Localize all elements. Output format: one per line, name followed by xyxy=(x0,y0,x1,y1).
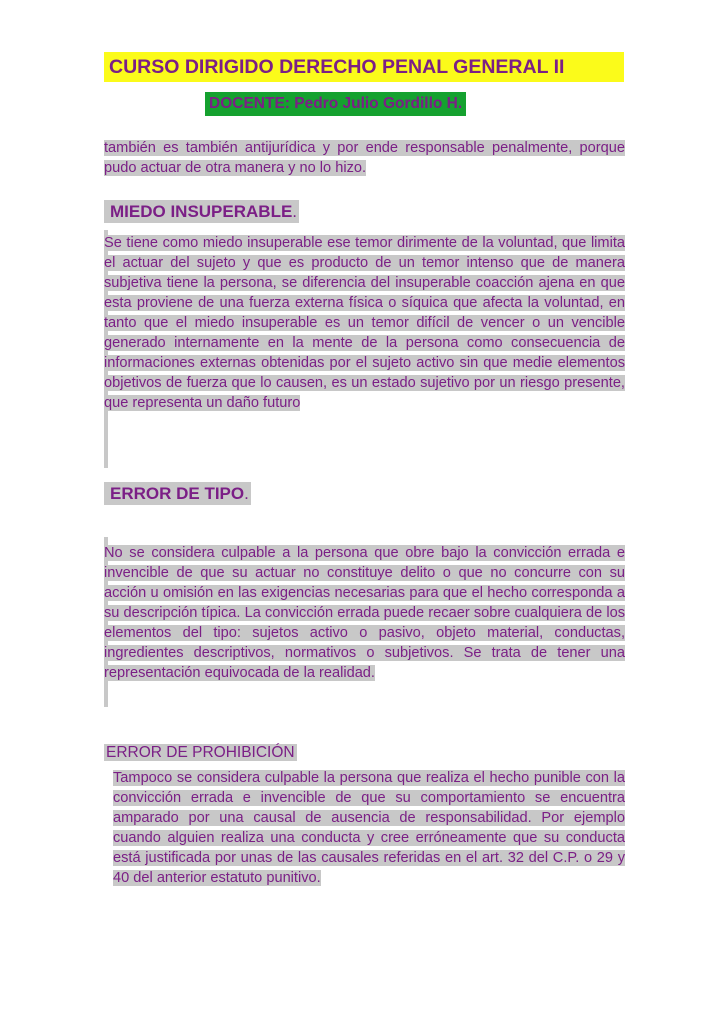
error-tipo-text: No se considera culpable a la persona que obre bajo la convicción errada e invencible de que su actuar no constituye delito o que no concurre con su acción u omisión en las exigencias necesarias para que el hecho corresponda a su descripción típica. La convicción errada puede recaer sobre cualquiera de los elementos del tipo: sujetos activo o pasivo, objeto material, conductas, ingredientes descriptivos, normativos o subjetivos. Se trata de tener una representación equivocada de la realidad. xyxy=(104,545,625,681)
miedo-text: Se tiene como miedo insuperable ese temor dirimente de la voluntad, que limita el actuar del sujeto y que es producto de un temor intenso que de manera subjetiva tiene la persona, se diferencia del insuperable coacción ajena en que esta proviene de una fuerza externa física o síquica que afecta la voluntad, en tanto que el miedo insuperable es un temor difícil de vencer o un vencible generado internamente en la mente de la persona como consecuencia de informaciones externas obtenidas por el sujeto activo sin que medie elementos objetivos de fuerza que lo causen, es un estado sujetivo por un riesgo presente, que representa un daño futuro xyxy=(104,235,625,411)
intro-paragraph xyxy=(104,138,625,178)
miedo-insuperable-heading xyxy=(104,199,299,225)
error-de-prohibicion-heading xyxy=(104,743,297,763)
course-title: CURSO DIRIGIDO DERECHO PENAL GENERAL II xyxy=(104,52,624,82)
error-de-prohibicion-paragraph xyxy=(113,768,625,888)
error-prohibicion-heading-text: ERROR DE PROHIBICIÓN xyxy=(106,744,295,761)
miedo-heading-text: MIEDO INSUPERABLE xyxy=(104,200,292,223)
error-prohibicion-text: Tampoco se considera culpable la persona que realiza el hecho punible con la convicción errada e invencible de que su comportamiento se encuentra amparado por una causal de ausencia de responsabilidad. Por ejemplo cuando alguien realiza una conducta y cree erróneamente que su conducta está justificada por unas de las causales referidas en el art. 32 del C.P. o 29 y 40 del anterior estatuto punitivo. xyxy=(113,770,625,886)
teacher-name: DOCENTE: Pedro Julio Gordillo H. xyxy=(205,92,466,116)
intro-text: también es también antijurídica y por ende responsable penalmente, porque pudo actuar de otra manera y no lo hizo. xyxy=(104,140,625,176)
error-tipo-heading-punct: . xyxy=(244,484,249,503)
error-tipo-heading-text: ERROR DE TIPO xyxy=(104,482,244,505)
miedo-insuperable-paragraph xyxy=(104,233,625,413)
error-de-tipo-heading xyxy=(104,481,251,507)
miedo-heading-punct: . xyxy=(292,202,298,221)
error-de-tipo-paragraph xyxy=(104,543,625,683)
